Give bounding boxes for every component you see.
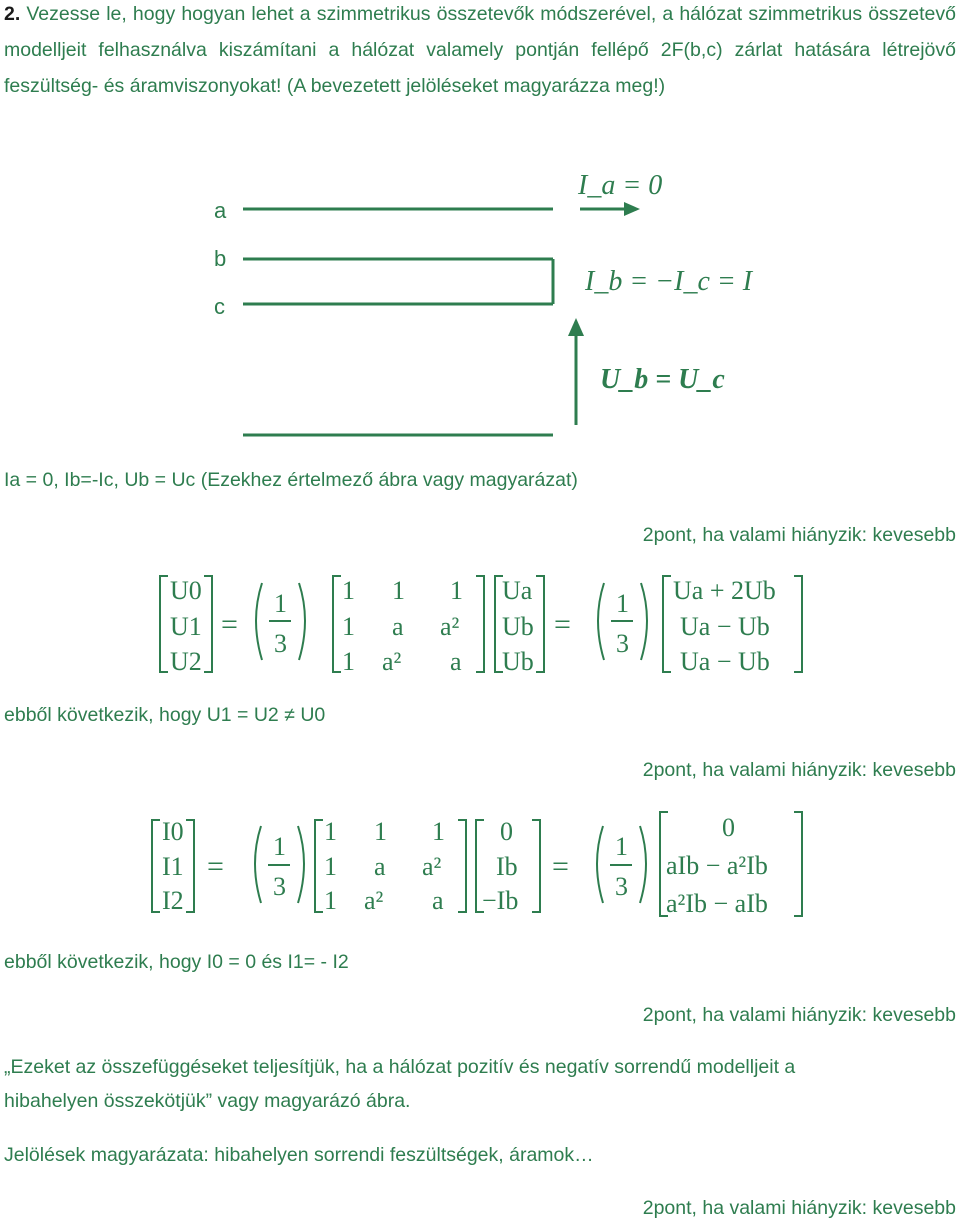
i-m-11: a	[374, 852, 386, 881]
u-m-11: a	[392, 612, 404, 641]
i-r-1: aIb − a²Ib	[666, 851, 768, 880]
current-bc-eq: I_b = −I_c = I	[585, 266, 753, 297]
u-lhs-1: U1	[170, 612, 202, 641]
i-lhs-1: I1	[162, 852, 184, 881]
u-m-12: a²	[440, 612, 460, 641]
u-m-02: 1	[450, 576, 463, 605]
voltage-bc-eq: U_b = U_c	[600, 364, 725, 395]
i-v-0: 0	[500, 817, 513, 846]
i-m-10: 1	[324, 852, 337, 881]
u-r-2: Ua − Ub	[680, 647, 770, 676]
i-factor-den: 3	[273, 872, 286, 901]
i-equals-2: =	[552, 850, 569, 883]
voltage-conclusion: ebből következik, hogy U1 = U2 ≠ U0	[4, 704, 326, 726]
i-m-01: 1	[374, 817, 387, 846]
i-m-21: a²	[364, 886, 384, 915]
conditions-line: Ia = 0, Ib=-Ic, Ub = Uc (Ezekhez értelmező ábra vagy magyarázat)	[4, 469, 578, 491]
i-m-00: 1	[324, 817, 337, 846]
phase-b-label: b	[214, 246, 227, 271]
i-factor2-den: 3	[615, 872, 628, 901]
i-v-2: −Ib	[482, 886, 519, 915]
question-number: 2.	[4, 3, 21, 25]
u-m-10: 1	[342, 612, 355, 641]
u-equals-2: =	[554, 608, 571, 641]
u-factor-den: 3	[274, 629, 287, 658]
u-m-21: a²	[382, 647, 402, 676]
u-factor2-den: 3	[616, 629, 629, 658]
i-lhs-2: I2	[162, 886, 184, 915]
u-v-2: Ub	[502, 647, 534, 676]
i-v-1: Ib	[496, 852, 518, 881]
i-lhs-0: I0	[162, 817, 184, 846]
u-m-00: 1	[342, 576, 355, 605]
i-r-2: a²Ib − aIb	[666, 889, 768, 918]
u-factor-num: 1	[274, 589, 287, 618]
u-lhs-2: U2	[170, 647, 202, 676]
phase-c-label: c	[214, 294, 225, 319]
u-v-0: Ua	[502, 576, 533, 605]
i-factor-num: 1	[273, 832, 286, 861]
current-a-eq: I_a = 0	[578, 170, 663, 201]
i-equals-1: =	[207, 850, 224, 883]
i-m-02: 1	[432, 817, 445, 846]
i-factor2-num: 1	[615, 832, 628, 861]
connection-text: „Ezeket az összefüggéseket teljesítjük, ha a hálózat pozitív és negatív sorrendű modelljeit a hibahelyen összekötjük” vagy magyarázó ábra.	[4, 1056, 796, 1112]
i-m-22: a	[432, 886, 444, 915]
current-conclusion: ebből következik, hogy I0 = 0 és I1= - I2	[4, 951, 349, 973]
i-m-12: a²	[422, 852, 442, 881]
u-r-0: Ua + 2Ub	[673, 576, 776, 605]
u-r-1: Ua − Ub	[680, 612, 770, 641]
u-factor2-num: 1	[616, 589, 629, 618]
score-note-4: 2pont, ha valami hiányzik: kevesebb	[642, 1197, 956, 1219]
u-m-20: 1	[342, 647, 355, 676]
u-lhs-0: U0	[170, 576, 202, 605]
score-note-2: 2pont, ha valami hiányzik: kevesebb	[642, 759, 956, 781]
notation-text: Jelölések magyarázata: hibahelyen sorrendi feszültségek, áramok…	[4, 1144, 594, 1166]
question-text: Vezesse le, hogy hogyan lehet a szimmetrikus összetevők módszerével, a hálózat szimmetrikus összetevő modelljeit felhasználva kiszámítani a hálózat valamely pontján fellépő 2F(b,c) zárlat hatására létrejövő feszültség- és áramviszonyokat! (A bevezetett jelöléseket magyarázza meg!)	[4, 3, 956, 97]
i-r-0: 0	[722, 813, 735, 842]
u-m-01: 1	[392, 576, 405, 605]
i-m-20: 1	[324, 886, 337, 915]
phase-a-label: a	[214, 198, 227, 223]
u-v-1: Ub	[502, 612, 534, 641]
u-m-22: a	[450, 647, 462, 676]
score-note-3: 2pont, ha valami hiányzik: kevesebb	[642, 1004, 956, 1026]
score-note-1: 2pont, ha valami hiányzik: kevesebb	[642, 524, 956, 546]
u-equals-1: =	[221, 608, 238, 641]
